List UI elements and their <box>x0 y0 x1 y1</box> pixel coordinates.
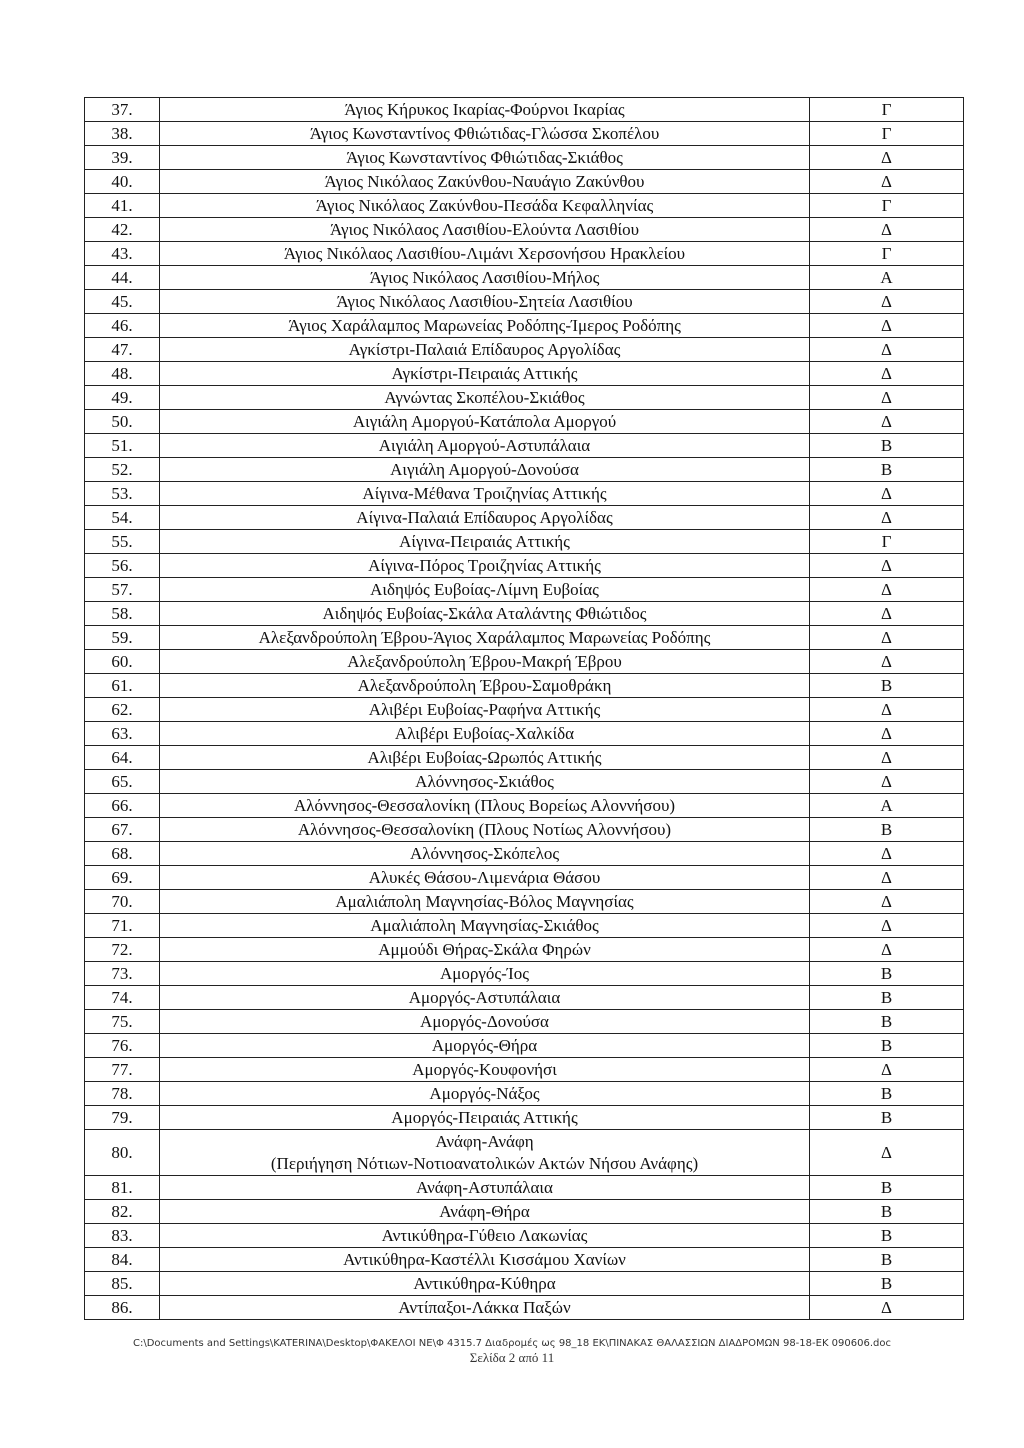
row-number-cell: 53. <box>85 482 160 506</box>
row-number-cell: 80. <box>85 1130 160 1176</box>
row-number-cell: 37. <box>85 98 160 122</box>
row-number-cell: 71. <box>85 914 160 938</box>
route-name: Αμοργός-Νάξος <box>429 1083 540 1103</box>
footer-file-path: C:\Documents and Settings\KATERINA\Desktop\ΦΑΚΕΛΟΙ ΝΕ\Φ 4315.7 Διαδρομές ως 98_18 ΕΚ\ΠΙΝΑΚΑΣ ΘΑΛΑΣΣΙΩΝ ΔΙΑΔΡΟΜΩΝ 98-18-ΕΚ 090606.doc <box>133 1338 891 1349</box>
row-number-cell: 55. <box>85 530 160 554</box>
row-number-cell: 39. <box>85 146 160 170</box>
route-name: Αιγιάλη Αμοργού-Αστυπάλαια <box>378 435 591 455</box>
table-row <box>85 170 964 194</box>
category-cell: Γ <box>810 122 964 146</box>
table-row <box>85 986 964 1010</box>
row-number-cell: 84. <box>85 1248 160 1272</box>
route-name: Αντικύθηρα-Κύθηρα <box>413 1273 556 1293</box>
table-row <box>85 842 964 866</box>
row-number-cell: 45. <box>85 290 160 314</box>
category-cell: Β <box>810 674 964 698</box>
category-cell: Δ <box>810 746 964 770</box>
route-name: Αμοργός-Δονούσα <box>420 1011 549 1031</box>
table-row <box>85 266 964 290</box>
row-number-cell: 78. <box>85 1082 160 1106</box>
route-name: Αλιβέρι Ευβοίας-Ωρωπός Αττικής <box>367 747 602 767</box>
category-cell: Β <box>810 1272 964 1296</box>
row-number-cell: 61. <box>85 674 160 698</box>
route-name: Αλόννησος-Σκόπελος <box>409 843 560 863</box>
table-row <box>85 362 964 386</box>
category-cell: Β <box>810 1224 964 1248</box>
route-name: Ανάφη-Θήρα <box>439 1201 530 1221</box>
route-name: Αλεξανδρούπολη Έβρου-Σαμοθράκη <box>357 675 612 695</box>
route-name: Αλόννησος-Θεσσαλονίκη (Πλους Νοτίως Αλοννήσου) <box>297 819 672 839</box>
row-number-cell: 64. <box>85 746 160 770</box>
route-cell <box>160 698 810 722</box>
route-cell <box>160 1130 810 1176</box>
route-name: Αγκίστρι-Πειραιάς Αττικής <box>391 363 578 383</box>
route-name: Αιγιάλη Αμοργού-Δονούσα <box>390 459 579 479</box>
category-cell: Δ <box>810 698 964 722</box>
table-row <box>85 1130 964 1176</box>
table-row <box>85 410 964 434</box>
row-number-cell: 68. <box>85 842 160 866</box>
category-cell: Δ <box>810 146 964 170</box>
category-cell: Δ <box>810 1058 964 1082</box>
row-number-cell: 42. <box>85 218 160 242</box>
route-cell <box>160 962 810 986</box>
route-cell <box>160 458 810 482</box>
route-cell <box>160 194 810 218</box>
route-name: Αμοργός-Ίος <box>439 963 529 983</box>
category-cell: Δ <box>810 938 964 962</box>
route-name: Αλιβέρι Ευβοίας-Χαλκίδα <box>394 723 575 743</box>
row-number-cell: 72. <box>85 938 160 962</box>
row-number-cell: 47. <box>85 338 160 362</box>
row-number-cell: 81. <box>85 1176 160 1200</box>
category-cell: Α <box>810 794 964 818</box>
route-name: Αιδηψός Ευβοίας-Λίμνη Ευβοίας <box>370 579 599 599</box>
table-row <box>85 1224 964 1248</box>
table-row <box>85 218 964 242</box>
route-name: Αμμούδι Θήρας-Σκάλα Φηρών <box>378 939 591 959</box>
route-name: Αμαλιάπολη Μαγνησίας-Σκιάθος <box>370 915 599 935</box>
route-name: Αλυκές Θάσου-Λιμενάρια Θάσου <box>368 867 601 887</box>
table-row <box>85 1034 964 1058</box>
table-row <box>85 1272 964 1296</box>
route-name: Αίγινα-Παλαιά Επίδαυρος Αργολίδας <box>356 507 613 527</box>
route-cell <box>160 122 810 146</box>
route-name: Αιγιάλη Αμοργού-Κατάπολα Αμοργού <box>352 411 617 431</box>
row-number-cell: 82. <box>85 1200 160 1224</box>
row-number-cell: 79. <box>85 1106 160 1130</box>
row-number-cell: 66. <box>85 794 160 818</box>
route-name: Αμοργός-Θήρα <box>431 1035 538 1055</box>
table-row <box>85 386 964 410</box>
route-name: Αγκίστρι-Παλαιά Επίδαυρος Αργολίδας <box>348 339 621 359</box>
route-cell <box>160 938 810 962</box>
row-number-cell: 69. <box>85 866 160 890</box>
category-cell: Δ <box>810 482 964 506</box>
route-cell <box>160 362 810 386</box>
table-row <box>85 1248 964 1272</box>
route-cell <box>160 338 810 362</box>
category-cell: Β <box>810 1034 964 1058</box>
route-cell <box>160 866 810 890</box>
route-name: Αλόννησος-Σκιάθος <box>415 771 554 791</box>
category-cell: Δ <box>810 866 964 890</box>
category-cell: Δ <box>810 650 964 674</box>
table-row <box>85 1200 964 1224</box>
route-name: Άγιος Νικόλαος Ζακύνθου-Πεσάδα Κεφαλληνίας <box>315 195 654 215</box>
route-name: Αντικύθηρα-Γύθειο Λακωνίας <box>381 1225 588 1245</box>
route-cell <box>160 554 810 578</box>
table-row <box>85 962 964 986</box>
category-cell: Β <box>810 1176 964 1200</box>
route-cell <box>160 146 810 170</box>
row-number-cell: 46. <box>85 314 160 338</box>
route-cell <box>160 1176 810 1200</box>
route-cell <box>160 722 810 746</box>
category-cell: Δ <box>810 218 964 242</box>
route-name: Αιδηψός Ευβοίας-Σκάλα Αταλάντης Φθιώτιδος <box>322 603 647 623</box>
route-cell <box>160 746 810 770</box>
category-cell: Δ <box>810 890 964 914</box>
category-cell: Β <box>810 986 964 1010</box>
route-cell <box>160 170 810 194</box>
category-cell: Β <box>810 1082 964 1106</box>
route-description: (Περιήγηση Νότιων-Νοτιοανατολικών Ακτών Νήσου Ανάφης) <box>270 1153 699 1173</box>
table-row <box>85 1082 964 1106</box>
table-row <box>85 938 964 962</box>
row-number-cell: 77. <box>85 1058 160 1082</box>
row-number-cell: 83. <box>85 1224 160 1248</box>
category-cell: Δ <box>810 842 964 866</box>
category-cell: Δ <box>810 1296 964 1320</box>
route-name: Άγιος Κωνσταντίνος Φθιώτιδας-Γλώσσα Σκοπέλου <box>309 123 660 143</box>
category-cell: Δ <box>810 386 964 410</box>
route-cell <box>160 98 810 122</box>
category-cell: Δ <box>810 410 964 434</box>
category-cell: Δ <box>810 314 964 338</box>
route-cell <box>160 1034 810 1058</box>
row-number-cell: 41. <box>85 194 160 218</box>
category-cell: Δ <box>810 506 964 530</box>
table-row <box>85 794 964 818</box>
category-cell: Δ <box>810 722 964 746</box>
route-cell <box>160 1224 810 1248</box>
row-number-cell: 38. <box>85 122 160 146</box>
table-row <box>85 914 964 938</box>
route-cell <box>160 650 810 674</box>
row-number-cell: 49. <box>85 386 160 410</box>
route-cell <box>160 1200 810 1224</box>
table-row <box>85 770 964 794</box>
row-number-cell: 56. <box>85 554 160 578</box>
routes-table <box>84 97 964 1320</box>
table-row <box>85 1296 964 1320</box>
table-row <box>85 578 964 602</box>
row-number-cell: 85. <box>85 1272 160 1296</box>
route-name: Αίγινα-Πόρος Τροιζηνίας Αττικής <box>368 555 601 575</box>
footer-page-number: Σελίδα 2 από 11 <box>469 1350 555 1365</box>
route-cell <box>160 242 810 266</box>
route-cell <box>160 602 810 626</box>
route-name: Άγιος Νικόλαος Λασιθίου-Λιμάνι Χερσονήσου Ηρακλείου <box>283 243 686 263</box>
route-name: Άγιος Νικόλαος Λασιθίου-Μήλος <box>369 267 600 287</box>
table-row <box>85 746 964 770</box>
row-number-cell: 57. <box>85 578 160 602</box>
route-name: Αίγινα-Μέθανα Τροιζηνίας Αττικής <box>362 483 607 503</box>
row-number-cell: 54. <box>85 506 160 530</box>
row-number-cell: 75. <box>85 1010 160 1034</box>
table-row <box>85 98 964 122</box>
route-cell <box>160 986 810 1010</box>
table-row <box>85 458 964 482</box>
route-cell <box>160 842 810 866</box>
table-row <box>85 506 964 530</box>
table-row <box>85 290 964 314</box>
category-cell: Β <box>810 434 964 458</box>
category-cell: Δ <box>810 554 964 578</box>
table-row <box>85 314 964 338</box>
table-row <box>85 194 964 218</box>
route-cell <box>160 506 810 530</box>
row-number-cell: 52. <box>85 458 160 482</box>
route-cell <box>160 410 810 434</box>
route-cell <box>160 890 810 914</box>
category-cell: Α <box>810 266 964 290</box>
row-number-cell: 44. <box>85 266 160 290</box>
route-name: Αμοργός-Αστυπάλαια <box>408 987 561 1007</box>
page-footer <box>0 1337 1024 1365</box>
route-cell <box>160 266 810 290</box>
row-number-cell: 51. <box>85 434 160 458</box>
table-row <box>85 482 964 506</box>
route-name: Άγιος Νικόλαος Λασιθίου-Σητεία Λασιθίου <box>336 291 633 311</box>
table-row <box>85 338 964 362</box>
route-cell <box>160 1248 810 1272</box>
row-number-cell: 60. <box>85 650 160 674</box>
route-cell <box>160 1010 810 1034</box>
table-row <box>85 722 964 746</box>
route-cell <box>160 290 810 314</box>
row-number-cell: 63. <box>85 722 160 746</box>
route-cell <box>160 314 810 338</box>
table-row <box>85 530 964 554</box>
row-number-cell: 74. <box>85 986 160 1010</box>
category-cell: Δ <box>810 170 964 194</box>
route-name: Άγιος Νικόλαος Ζακύνθου-Ναυάγιο Ζακύνθου <box>324 171 645 191</box>
route-cell <box>160 434 810 458</box>
route-name: Αγνώντας Σκοπέλου-Σκιάθος <box>384 387 585 407</box>
route-cell <box>160 578 810 602</box>
category-cell: Δ <box>810 1130 964 1176</box>
table-row <box>85 818 964 842</box>
category-cell: Γ <box>810 98 964 122</box>
row-number-cell: 76. <box>85 1034 160 1058</box>
category-cell: Β <box>810 1010 964 1034</box>
route-cell <box>160 530 810 554</box>
route-name: Αλεξανδρούπολη Έβρου-Μακρή Έβρου <box>347 651 622 671</box>
table-row <box>85 698 964 722</box>
row-number-cell: 67. <box>85 818 160 842</box>
route-cell <box>160 1058 810 1082</box>
route-name: Ανάφη-Αστυπάλαια <box>416 1177 553 1197</box>
category-cell: Δ <box>810 578 964 602</box>
table-row <box>85 434 964 458</box>
category-cell: Β <box>810 962 964 986</box>
table-row <box>85 674 964 698</box>
row-number-cell: 59. <box>85 626 160 650</box>
route-name: Αμοργός-Κουφονήσι <box>412 1059 557 1079</box>
route-name: Αντικύθηρα-Καστέλλι Κισσάμου Χανίων <box>343 1249 626 1269</box>
route-cell <box>160 1272 810 1296</box>
row-number-cell: 62. <box>85 698 160 722</box>
category-cell: Β <box>810 818 964 842</box>
category-cell: Δ <box>810 602 964 626</box>
category-cell: Δ <box>810 914 964 938</box>
category-cell: Δ <box>810 362 964 386</box>
table-row <box>85 602 964 626</box>
row-number-cell: 48. <box>85 362 160 386</box>
route-name: Ανάφη-Ανάφη <box>435 1131 534 1151</box>
route-cell <box>160 218 810 242</box>
table-row <box>85 1176 964 1200</box>
category-cell: Γ <box>810 242 964 266</box>
row-number-cell: 86. <box>85 1296 160 1320</box>
route-cell <box>160 914 810 938</box>
route-cell <box>160 1106 810 1130</box>
route-name: Άγιος Χαράλαμπος Μαρωνείας Ροδόπης-Ίμερος Ροδόπης <box>288 315 681 335</box>
row-number-cell: 73. <box>85 962 160 986</box>
table-row <box>85 650 964 674</box>
route-name: Αίγινα-Πειραιάς Αττικής <box>399 531 570 551</box>
route-cell <box>160 674 810 698</box>
route-name: Άγιος Κωνσταντίνος Φθιώτιδας-Σκιάθος <box>346 147 623 167</box>
category-cell: Δ <box>810 338 964 362</box>
row-number-cell: 65. <box>85 770 160 794</box>
category-cell: Δ <box>810 626 964 650</box>
row-number-cell: 70. <box>85 890 160 914</box>
row-number-cell: 43. <box>85 242 160 266</box>
route-name: Αλεξανδρούπολη Έβρου-Άγιος Χαράλαμπος Μαρωνείας Ροδόπης <box>258 627 711 647</box>
table-row <box>85 554 964 578</box>
route-name: Αντίπαξοι-Λάκκα Παξών <box>398 1297 571 1317</box>
route-name: Άγιος Νικόλαος Λασιθίου-Ελούντα Λασιθίου <box>329 219 640 239</box>
row-number-cell: 58. <box>85 602 160 626</box>
table-row <box>85 866 964 890</box>
route-cell <box>160 482 810 506</box>
route-cell <box>160 818 810 842</box>
route-cell <box>160 626 810 650</box>
row-number-cell: 40. <box>85 170 160 194</box>
category-cell: Δ <box>810 770 964 794</box>
table-row <box>85 242 964 266</box>
route-cell <box>160 386 810 410</box>
routes-table-body <box>85 98 964 1320</box>
route-cell <box>160 794 810 818</box>
route-cell <box>160 1296 810 1320</box>
category-cell: Γ <box>810 530 964 554</box>
row-number-cell: 50. <box>85 410 160 434</box>
table-row <box>85 146 964 170</box>
table-row <box>85 122 964 146</box>
category-cell: Β <box>810 458 964 482</box>
category-cell: Β <box>810 1200 964 1224</box>
category-cell: Δ <box>810 290 964 314</box>
table-row <box>85 1058 964 1082</box>
table-row <box>85 1106 964 1130</box>
route-name: Αλιβέρι Ευβοίας-Ραφήνα Αττικής <box>368 699 601 719</box>
category-cell: Γ <box>810 194 964 218</box>
category-cell: Β <box>810 1248 964 1272</box>
table-row <box>85 626 964 650</box>
route-name: Αμοργός-Πειραιάς Αττικής <box>391 1107 578 1127</box>
route-cell <box>160 770 810 794</box>
table-row <box>85 1010 964 1034</box>
route-name: Αμαλιάπολη Μαγνησίας-Βόλος Μαγνησίας <box>335 891 634 911</box>
category-cell: Β <box>810 1106 964 1130</box>
route-cell <box>160 1082 810 1106</box>
route-name: Άγιος Κήρυκος Ικαρίας-Φούρνοι Ικαρίας <box>344 99 625 119</box>
route-name: Αλόννησος-Θεσσαλονίκη (Πλους Βορείως Αλοννήσου) <box>293 795 676 815</box>
table-row <box>85 890 964 914</box>
